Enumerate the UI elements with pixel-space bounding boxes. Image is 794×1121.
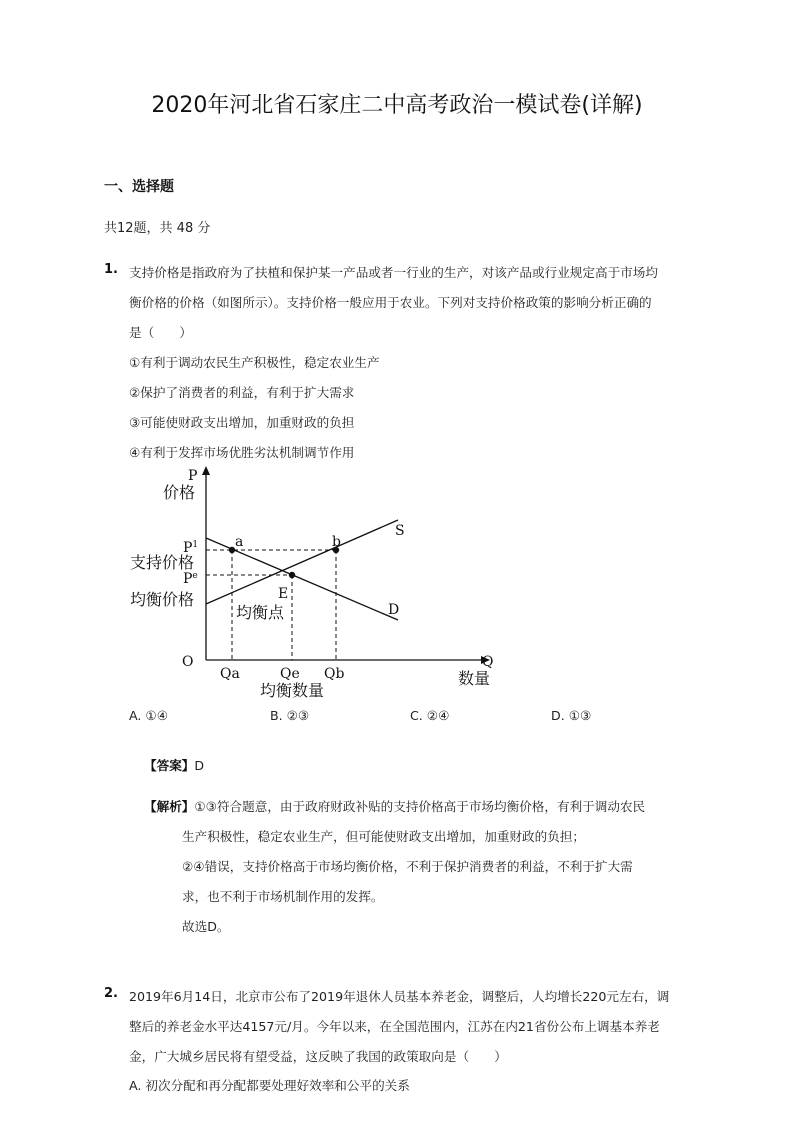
equilibrium-point-e bbox=[289, 572, 295, 578]
origin-label: O bbox=[182, 654, 194, 670]
analysis-line: 求，也不利于市场机制作用的发挥。 bbox=[182, 889, 384, 904]
page-title: 2020年河北省石家庄二中高考政治一模试卷(详解) bbox=[151, 93, 643, 118]
question-2-stem-line: 2019年6月14日，北京市公布了2019年退休人员基本养老金，调整后，人均增长220元左右，调 bbox=[129, 989, 670, 1004]
question-count: 共12题，共 48 分 bbox=[104, 221, 211, 236]
choice-c[interactable]: C. ②④ bbox=[410, 708, 450, 723]
point-b-label: b bbox=[332, 534, 341, 550]
question-1-option: ②保护了消费者的利益，有利于扩大需求 bbox=[129, 385, 355, 400]
qe-label: Qe bbox=[280, 666, 300, 682]
pe-label: $P^e$ bbox=[183, 571, 198, 587]
analysis-line: ②④错误，支持价格高于市场均衡价格，不利于保护消费者的利益，不利于扩大需 bbox=[182, 859, 633, 874]
question-1-number: 1. bbox=[104, 262, 118, 277]
equilibrium-point-label: 均衡点 bbox=[236, 603, 285, 622]
demand-curve-label: D bbox=[388, 602, 400, 618]
equilibrium-quantity-label: 均衡数量 bbox=[260, 681, 325, 700]
question-2-stem-line: 金，广大城乡居民将有望受益，这反映了我国的政策取向是（ ） bbox=[129, 1049, 507, 1064]
choice-b[interactable]: B. ②③ bbox=[270, 708, 310, 723]
qa-label: Qa bbox=[220, 666, 240, 682]
analysis-label: 【解析】 bbox=[144, 799, 195, 814]
p1-label: $P^1$ bbox=[183, 540, 199, 556]
question-2-option-a[interactable]: A. 初次分配和再分配都要处理好效率和公平的关系 bbox=[129, 1078, 410, 1093]
quantity-label: 数量 bbox=[458, 669, 491, 688]
analysis-first-line bbox=[144, 796, 645, 815]
answer bbox=[144, 755, 204, 774]
question-1-option: ④有利于发挥市场优胜劣汰机制调节作用 bbox=[129, 445, 355, 460]
question-1-stem-line: 衡价格的价格（如图所示）。支持价格一般应用于农业。下列对支持价格政策的影响分析正确的 bbox=[129, 295, 652, 310]
question-1-option: ①有利于调动农民生产积极性，稳定农业生产 bbox=[129, 355, 380, 370]
choice-d[interactable]: D. ①③ bbox=[551, 708, 592, 723]
point-a-label: a bbox=[235, 534, 244, 550]
question-1-stem-line: 支持价格是指政府为了扶植和保护某一产品或者一行业的生产，对该产品或行业规定高于市场均 bbox=[129, 265, 658, 280]
point-e-label: E bbox=[278, 586, 289, 602]
choice-a[interactable]: A. ①④ bbox=[129, 708, 168, 723]
question-2-number: 2. bbox=[104, 986, 118, 1001]
question-1-stem-line: 是（ ） bbox=[129, 325, 192, 340]
price-axis-arrow bbox=[202, 466, 210, 475]
supply-curve bbox=[206, 520, 398, 604]
analysis-line: 故选D。 bbox=[182, 919, 230, 934]
support-price-label: 支持价格 bbox=[130, 553, 195, 572]
answer-value: D bbox=[194, 758, 205, 773]
qb-label: Qb bbox=[324, 666, 345, 682]
question-2-stem-line: 整后的养老金水平达4157元/月。今年以来，在全国范围内，江苏在内21省份公布上调基本养老 bbox=[129, 1019, 660, 1034]
supply-demand-graph bbox=[120, 462, 510, 707]
section-heading: 一、选择题 bbox=[104, 179, 174, 195]
supply-curve-label: S bbox=[395, 523, 405, 539]
analysis-line: ①③符合题意，由于政府财政补贴的支持价格高于市场均衡价格，有利于调动农民 bbox=[194, 799, 646, 814]
p-axis-label: P bbox=[188, 468, 198, 484]
equilibrium-price-label: 均衡价格 bbox=[130, 590, 195, 609]
question-1-option: ③可能使财政支出增加，加重财政的负担 bbox=[129, 415, 355, 430]
answer-label: 【答案】 bbox=[144, 758, 195, 773]
price-label: 价格 bbox=[163, 483, 196, 502]
analysis-line: 生产积极性，稳定农业生产，但可能使财政支出增加，加重财政的负担； bbox=[182, 829, 585, 844]
q-axis-label: Q bbox=[482, 654, 494, 670]
